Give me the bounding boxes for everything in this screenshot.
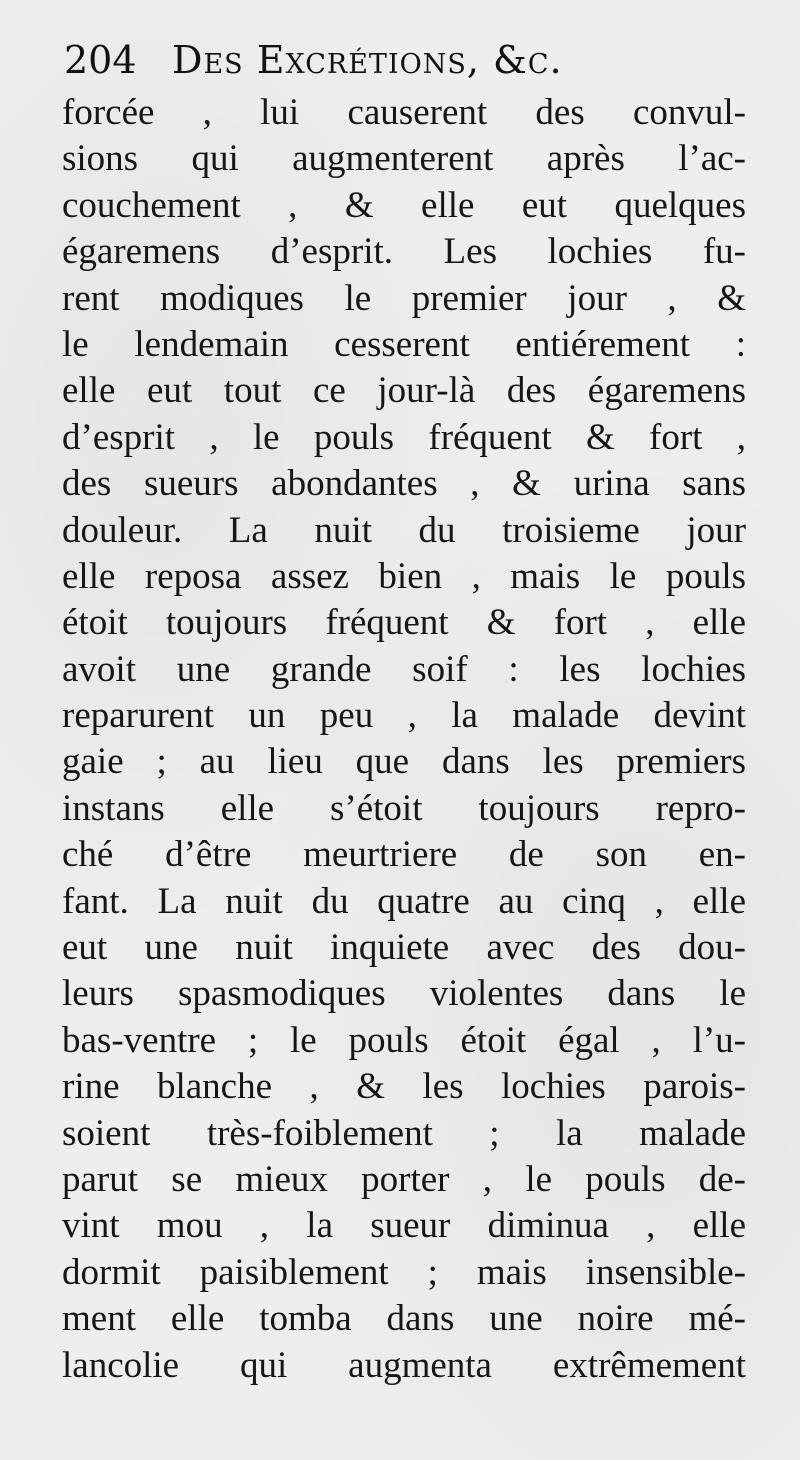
text-line: soient très-foiblement ; la malade bbox=[62, 1112, 746, 1154]
running-title: Des Excrétions, &c. bbox=[172, 38, 563, 82]
text-line: parut se mieux porter , le pouls de- bbox=[62, 1158, 746, 1200]
text-line: sions qui augmenterent après l’ac- bbox=[62, 138, 746, 180]
text-line: fant. La nuit du quatre au cinq , elle bbox=[62, 880, 746, 922]
text-line: étoit toujours fréquent & fort , elle bbox=[62, 602, 746, 644]
text-line: elle eut tout ce jour-là des égaremens bbox=[62, 370, 746, 412]
text-line: d’esprit , le pouls fréquent & fort , bbox=[62, 416, 746, 458]
text-line: gaie ; au lieu que dans les premiers bbox=[62, 741, 746, 783]
page-number: 204 bbox=[64, 38, 137, 82]
text-line: instans elle s’étoit toujours repro- bbox=[62, 787, 746, 829]
text-line: reparurent un peu , la malade devint bbox=[62, 695, 746, 737]
text-line: rine blanche , & les lochies parois- bbox=[62, 1066, 746, 1108]
text-line: ment elle tomba dans une noire mé- bbox=[62, 1298, 746, 1340]
body-text bbox=[62, 90, 746, 1389]
text-line: couchement , & elle eut quelques bbox=[62, 184, 746, 226]
text-line: douleur. La nuit du troisieme jour bbox=[62, 509, 746, 551]
text-line: elle reposa assez bien , mais le pouls bbox=[62, 555, 746, 597]
text-line: égaremens d’esprit. Les lochies fu- bbox=[62, 231, 746, 273]
text-line: vint mou , la sueur diminua , elle bbox=[62, 1205, 746, 1247]
text-line: bas-ventre ; le pouls étoit égal , l’u- bbox=[62, 1019, 746, 1061]
text-line: le lendemain cesserent entiérement : bbox=[62, 323, 746, 365]
text-line: rent modiques le premier jour , & bbox=[62, 277, 746, 319]
text-line: forcée , lui causerent des convul- bbox=[62, 92, 746, 133]
text-line: des sueurs abondantes , & urina sans bbox=[62, 463, 746, 505]
text-line: leurs spasmodiques violentes dans le bbox=[62, 973, 746, 1015]
text-line: lancolie qui augmenta extrêmement bbox=[62, 1344, 746, 1386]
text-line: dormit paisiblement ; mais insensible- bbox=[62, 1251, 746, 1293]
text-line: eut une nuit inquiete avec des dou- bbox=[62, 927, 746, 969]
text-line: avoit une grande soif : les lochies bbox=[62, 648, 746, 690]
page-header bbox=[64, 38, 734, 90]
text-line: ché d’être meurtriere de son en- bbox=[62, 834, 746, 876]
